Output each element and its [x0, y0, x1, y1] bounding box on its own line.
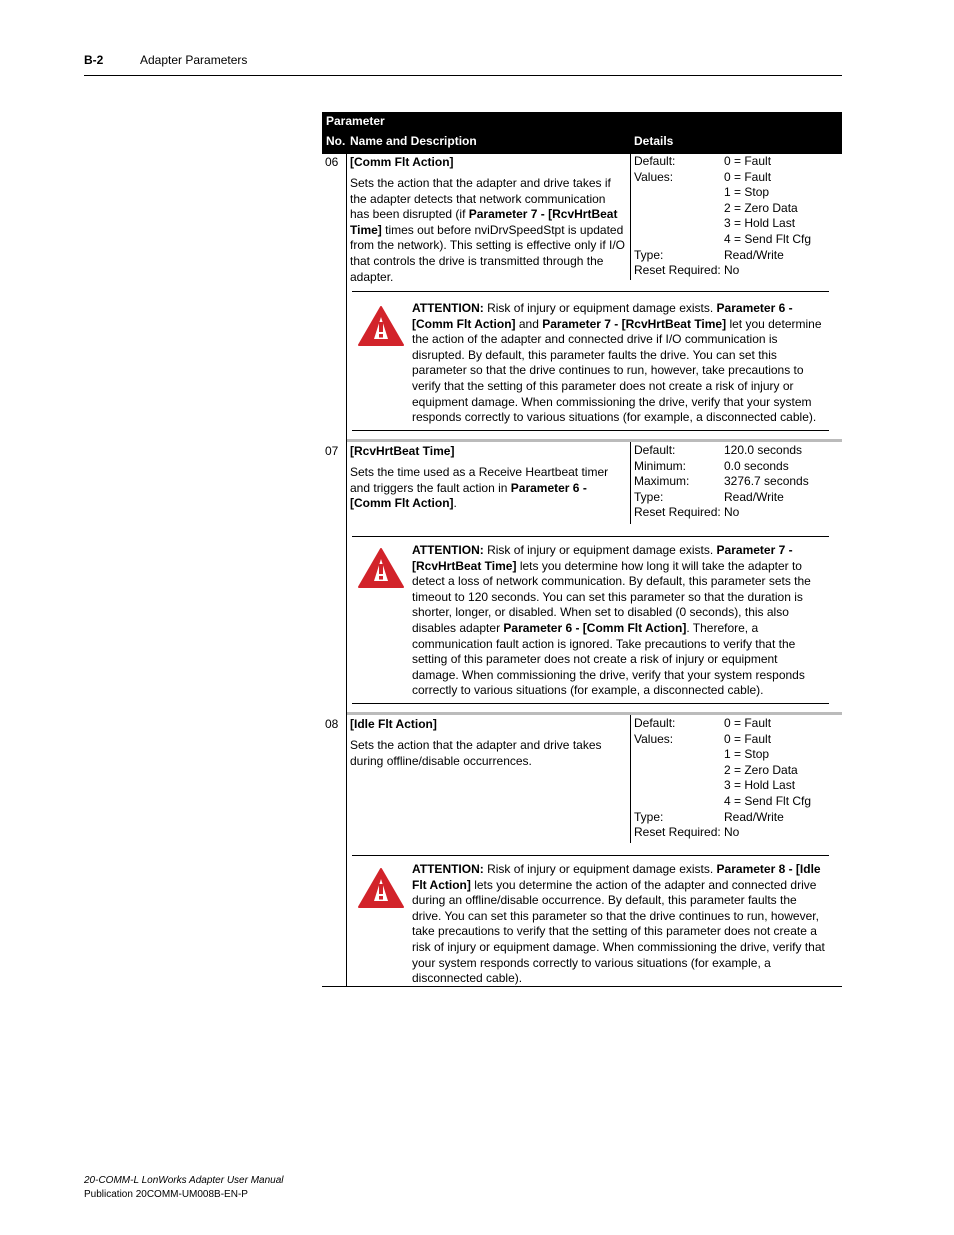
detail-line — [634, 232, 721, 248]
section-title: Adapter Parameters — [140, 53, 248, 67]
warning-triangle-icon — [357, 546, 405, 590]
detail-line: 2 = Zero Data — [724, 762, 798, 777]
detail-values — [724, 443, 809, 521]
detail-line — [634, 747, 721, 763]
param-name: [RcvHrtBeat Time] — [350, 444, 455, 458]
text-run: ATTENTION: — [412, 301, 484, 315]
text-run: Risk of injury or equipment damage exists. — [483, 862, 717, 876]
detail-line — [634, 794, 721, 810]
detail-line: Reset Required: — [634, 825, 721, 840]
header-name-description: Name and Description — [350, 134, 477, 148]
details-divider — [630, 442, 631, 524]
row-separator — [347, 439, 842, 442]
detail-line: Reset Required: — [634, 263, 721, 278]
attention-top-rule — [352, 855, 829, 856]
text-run: lets you determine the action of the adapter and connected drive during an offline/disable occurrence. By default, this parameter faults the drive. You can set this parameter so that the drive continues to run, however, take precautions to verify that the setting of this parameter does not create a risk of injury or equipment damage. When commissioning the drive, verify that your system responds correctly to various situations (for example, a disconnected cable). — [412, 877, 825, 986]
detail-line: Type: — [634, 247, 664, 262]
warning-triangle-icon — [357, 866, 405, 910]
detail-line: 3 = Hold Last — [724, 216, 796, 231]
attention-text — [412, 301, 826, 426]
detail-line: 4 = Send Flt Cfg — [724, 231, 812, 246]
attention-bottom-rule — [352, 430, 829, 431]
detail-line: 4 = Send Flt Cfg — [724, 793, 812, 808]
page-number: B-2 — [84, 53, 104, 67]
detail-line: 3276.7 seconds — [724, 474, 809, 489]
header-rule — [84, 75, 842, 76]
row-separator — [347, 712, 842, 715]
detail-line: 0 = Fault — [724, 154, 772, 168]
detail-line: Minimum: — [634, 458, 687, 473]
detail-labels — [634, 154, 721, 279]
param-description — [350, 176, 628, 285]
detail-line: 1 = Stop — [724, 747, 770, 762]
detail-line: Default: — [634, 716, 676, 730]
param-number: 07 — [325, 444, 339, 458]
text-run: Parameter 6 - [Comm Flt Action] — [412, 301, 793, 331]
text-run: Risk of injury or equipment damage exists. — [483, 301, 717, 315]
text-run: Parameter 6 - [Comm Flt Action] — [350, 480, 587, 511]
detail-line: 1 = Stop — [724, 185, 770, 200]
param-number: 06 — [325, 155, 339, 169]
detail-labels — [634, 716, 721, 841]
detail-line: 0 = Fault — [724, 731, 772, 746]
detail-line: Values: — [634, 169, 674, 184]
detail-line: Default: — [634, 154, 676, 168]
detail-line: Read/Write — [724, 489, 784, 504]
text-run: Parameter 7 - [RcvHrtBeat Time] — [350, 207, 618, 237]
attention-text — [412, 543, 826, 699]
text-run: Sets the action that the adapter and drive takes if the adapter detects that network communication has been disrupted (if — [350, 176, 611, 222]
detail-line: Read/Write — [724, 809, 784, 824]
text-run: . — [453, 496, 457, 511]
text-run: Risk of injury or equipment damage exists. — [483, 543, 717, 557]
header-no: No. — [326, 134, 346, 148]
detail-line: 3 = Hold Last — [724, 778, 796, 793]
attention-bottom-rule — [352, 703, 829, 704]
column-divider — [346, 154, 347, 987]
warning-triangle-icon — [357, 304, 405, 348]
detail-line — [634, 185, 721, 201]
text-run: Parameter 6 - [Comm Flt Action] — [503, 620, 687, 635]
detail-values — [724, 716, 811, 841]
text-run: times out before nviDrvSpeedStpt is updated from the network). This setting is effective only if I/O that controls the drive is transmitted through the adapter. — [350, 222, 625, 284]
footer-publication: Publication 20COMM-UM008B-EN-P — [84, 1189, 248, 1200]
detail-line: Default: — [634, 443, 676, 457]
text-run: Parameter 8 - [Idle Flt Action] — [412, 862, 821, 892]
attention-top-rule — [352, 291, 829, 292]
details-divider — [630, 715, 631, 843]
detail-line: Type: — [634, 489, 664, 504]
detail-line: 120.0 seconds — [724, 443, 803, 457]
detail-line — [634, 216, 721, 232]
detail-line: Read/Write — [724, 247, 784, 262]
text-run: ATTENTION: — [412, 862, 484, 876]
detail-line — [634, 778, 721, 794]
text-run: lets you determine how long it will take the adapter to detect a loss of network communication. By default, this parameter sets the timeout to 120 seconds. You can set this parameter so that the duration is shorter, longer, or disabled. When set to disabled (0 seconds), this also disables adapter — [412, 558, 811, 635]
param-number: 08 — [325, 717, 339, 731]
table-header — [322, 112, 842, 154]
param-description — [350, 738, 628, 769]
details-divider — [630, 154, 631, 280]
detail-line: No — [724, 263, 740, 278]
detail-line: Reset Required: — [634, 505, 721, 520]
attention-text — [412, 862, 826, 987]
text-run: ATTENTION: — [412, 543, 484, 557]
text-run: Parameter 7 - [RcvHrtBeat Time] — [542, 316, 727, 331]
detail-line — [634, 763, 721, 779]
text-run: and — [515, 316, 543, 331]
header-details: Details — [634, 134, 674, 148]
param-name: [Comm Flt Action] — [350, 155, 454, 169]
text-run: . Therefore, a communication fault action is ignored. Take precautions to verify that the setting of this parameter does not create a risk of injury or equipment damage. When commissioning the drive, verify that your system responds correctly to various situations (for example, a disconnected cable). — [412, 620, 805, 698]
detail-values — [724, 154, 811, 279]
detail-line: No — [724, 825, 740, 840]
detail-line: 0 = Fault — [724, 716, 772, 730]
text-run: Sets the action that the adapter and drive takes during offline/disable occurrences. — [350, 738, 602, 768]
param-name: [Idle Flt Action] — [350, 717, 437, 731]
attention-top-rule — [352, 536, 829, 537]
text-run: Parameter 7 - [RcvHrtBeat Time] — [412, 543, 793, 573]
detail-line: 2 = Zero Data — [724, 200, 798, 215]
detail-line: 0 = Fault — [724, 169, 772, 184]
detail-line: No — [724, 505, 740, 520]
header-parameter: Parameter — [326, 114, 385, 128]
detail-labels — [634, 443, 721, 521]
text-run: Sets the time used as a Receive Heartbeat timer and triggers the fault action in — [350, 465, 609, 495]
footer-manual-title: 20-COMM-L LonWorks Adapter User Manual — [84, 1175, 284, 1186]
detail-line: 0.0 seconds — [724, 458, 789, 473]
detail-line: Maximum: — [634, 474, 690, 489]
param-description — [350, 465, 628, 512]
text-run: let you determine the action of the adapter and connected drive if I/O communication is disrupted. By default, this parameter faults the drive. You can set this parameter so that the drive continues to run, however, take precautions to verify that the setting of this parameter does not create a risk of injury or equipment damage. When commissioning the drive, verify that your system responds correctly to various situations (for example, a disconnected cable). — [412, 316, 822, 425]
detail-line: Values: — [634, 731, 674, 746]
detail-line — [634, 201, 721, 217]
detail-line: Type: — [634, 809, 664, 824]
